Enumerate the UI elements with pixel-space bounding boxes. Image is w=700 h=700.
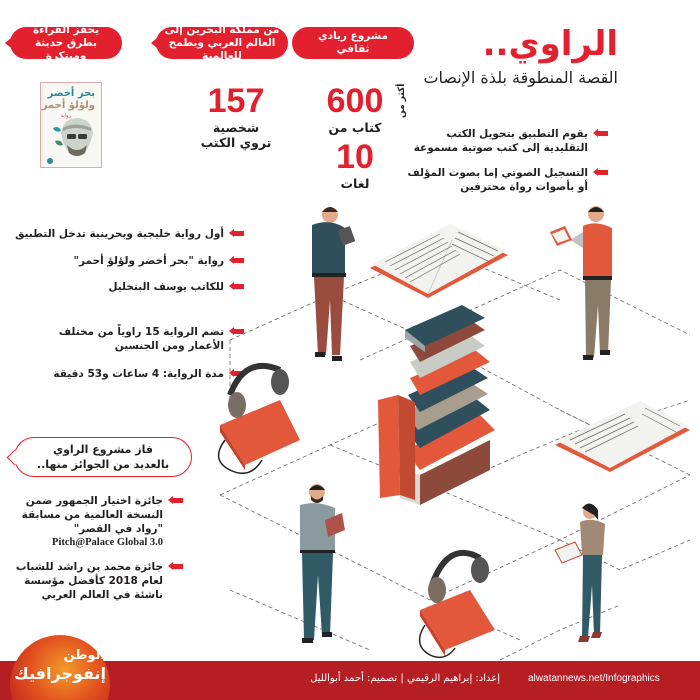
headphones-icon [420, 553, 495, 657]
bullet-line: أو بأصوات رواة محترفين [460, 181, 588, 193]
reader-figure-icon [300, 484, 345, 643]
stat-books-label: كتاب من [328, 120, 382, 135]
stat-characters-value: 157 [207, 82, 265, 120]
book-stack-icon [378, 305, 495, 505]
stat-books-value: 600 [326, 82, 384, 120]
award-line: لعام 2018 كأفضل مؤسسة [24, 575, 163, 587]
pill-label: مشروع ريادي ثقافي [317, 30, 388, 55]
bullet-line: التسجيل الصوتي إما بصوت المؤلف [407, 167, 588, 179]
award-line: "رواد في القصر" [73, 523, 163, 535]
bullet-line: للكاتب يوسف البنخليل [108, 281, 224, 293]
logo-line-2: إنفوجرافيك [14, 664, 106, 683]
page-title: الراوي.. [482, 24, 618, 64]
stat-characters-label-2: تروي الكتب [200, 135, 272, 150]
book-cover-title-1: بحر أخضر [47, 88, 95, 99]
award-line: Pitch@Palace Global 3.0 [52, 537, 163, 548]
bullet-line: تضم الرواية 15 راوياً من مختلف [58, 326, 224, 338]
reader-figure-icon [312, 207, 355, 361]
headphones-icon [219, 366, 300, 473]
stat-languages-value: 10 [336, 138, 374, 176]
award-line: جائزة محمد بن راشد للشباب [15, 561, 163, 573]
bullet-line: رواية "بحر أخضر ولؤلؤ أحمر" [73, 255, 224, 267]
bullet-line: مدة الرواية: 4 ساعات و53 دقيقة [53, 368, 224, 380]
bullet-line: أول رواية خليجية وبحرينية تدخل التطبيق [15, 228, 224, 240]
page-subtitle: القصة المنطوقة بلذة الإنصات [423, 68, 618, 87]
award-line: جائزة اختيار الجمهور ضمن [25, 495, 163, 507]
reader-figure-icon [555, 503, 605, 642]
footer-credits: إعداد: إبراهيم الرقيمي | تصميم: أحمد أبوالليل [310, 673, 500, 684]
awards-intro-line: فاز مشروع الراوي [53, 443, 153, 456]
pill-label: من مملكة البحرين إلى العالم العربي ويطمح للعالمية [164, 23, 280, 62]
open-book-icon [370, 224, 508, 298]
award-line: النسخة العالمية من مسابقة [21, 509, 163, 521]
footer-url-link[interactable]: alwatannews.net/Infographics [528, 673, 660, 684]
reader-figure-icon [550, 206, 612, 360]
stat-characters-label-1: شخصية [212, 120, 260, 135]
book-cover-genre: رواية [60, 113, 71, 119]
award-line: ناشئة في العالم العربي [41, 589, 163, 601]
stat-books-prefix: أكثر من [397, 84, 407, 119]
logo-line-1: الوطن [63, 648, 105, 663]
open-book-icon [555, 401, 690, 472]
bullet-line: الأعمار ومن الجنسين [114, 340, 224, 352]
book-cover-title-2: ولؤلؤ أحمر [41, 100, 95, 111]
stat-languages-label: لغات [340, 176, 370, 191]
bullet-line: التقليدية إلى كتب صوتية مسموعة [413, 142, 588, 154]
awards-intro-line: بالعديد من الجوائز منها.. [36, 458, 170, 471]
pill-label: يحفز القراءة بطرق حديثة ومبتكرة [32, 23, 100, 62]
bullet-line: يقوم التطبيق بتحويل الكتب [446, 128, 588, 140]
